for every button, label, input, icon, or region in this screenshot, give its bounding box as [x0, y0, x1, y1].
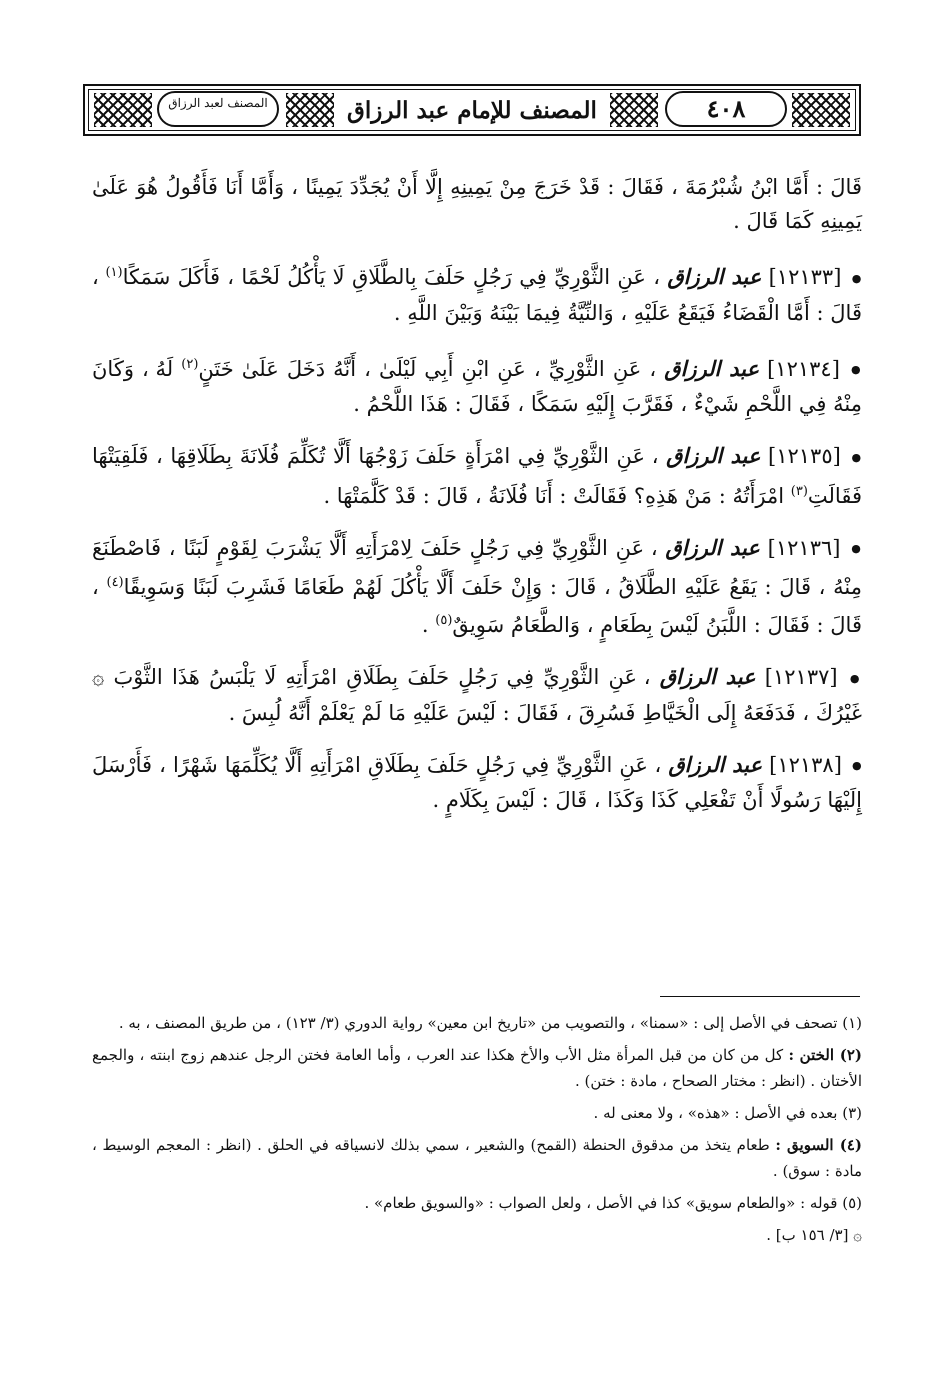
running-title: المصنف للإمام عبد الرزاق — [335, 92, 609, 130]
author-name: عبد الرزاق — [668, 751, 763, 777]
footnote-text: (٣) بعده في الأصل : «هذه» ، ولا معنى له . — [593, 1104, 862, 1122]
entry-text: لَهُ ، وَكَانَ مِنْهُ فِي اللَّحْمِ شَيْءٌ ، فَقَرَّبَ إِلَيْهِ سَمَكًا ، فَقَالَ : هَذَا اللَّحْمُ . — [92, 356, 862, 416]
footnote-text: كل من كان من قبل المرأة مثل الأب والأخ هكذا عند العرب ، وأما العامة فختن الرجل عندهم زوج ابنته ، والجمع الأختان . (انظر : مختار الصحاح ، مادة : ختن) . — [92, 1046, 862, 1090]
paragraph-text: قَالَ : أَمَّا ابْنُ شُبْرُمَةَ ، فَقَالَ : قَدْ خَرَجَ مِنْ يَمِينِهِ إِلَّا أَنْ يُجَدِّدَ يَمِينًا ، وَأَمَّا أَنَا فَأَقُولُ هُوَ عَلَىٰ يَمِينِهِ كَمَا قَالَ . — [92, 175, 862, 233]
footnote — [92, 1190, 862, 1216]
manuscript-reference — [92, 1222, 862, 1248]
author-name: عبد الرزاق — [664, 355, 759, 381]
book-seal: المصنف لعبد الرزاق — [157, 91, 279, 127]
hadith-entry — [92, 348, 862, 422]
footnote-term: (٤) السويق : — [775, 1136, 862, 1154]
bullet-icon: ● — [851, 271, 862, 285]
entry-text: ، عَنِ الثَّوْرِيِّ فِي امْرَأَةٍ حَلَفَ زَوْجُهَا أَلَّا تُكَلِّمَ فُلَانَةَ بِطَلَاقِهَا ، فَلَقِيَتْهَا فَقَالَتِ — [92, 444, 862, 508]
ornament-pattern — [792, 93, 850, 127]
hadith-entry — [92, 660, 862, 730]
hadith-entry — [92, 256, 862, 330]
footnotes — [92, 1010, 862, 1254]
footnote-ref[interactable]: (٤) — [106, 575, 124, 590]
hadith-entry — [92, 531, 862, 643]
hadith-entry — [92, 439, 862, 513]
entry-text: . — [421, 613, 429, 637]
entry-text: ، عَنِ الثَّوْرِيِّ فِي رَجُلٍ حَلَفَ لِامْرَأَتِهِ أَلَّا يَشْرَبَ لِقَوْمٍ لَبَنًا ، فَاصْطَنَعَ مِنْهُ ، قَالَ : يَقَعُ عَلَيْهِ الطَّلَاقُ ، قَالَ : وَإِنْ حَلَفَ أَلَّا يَأْكُلَ لَهُمْ طَعَامًا فَشَرِبَ لَبَنًا وَسَوِيقًا — [92, 535, 862, 599]
bullet-icon: ● — [851, 542, 863, 555]
bullet-icon: ● — [851, 759, 862, 772]
footnote-ref[interactable]: (١) — [105, 265, 123, 280]
footnote — [92, 1010, 862, 1036]
entry-number: [١٢١٣٨] — [769, 752, 842, 777]
author-name: عبد الرزاق — [666, 443, 761, 468]
footnote-ref[interactable]: (٣) — [790, 483, 808, 499]
bullet-icon: ● — [849, 671, 862, 685]
footnote-text: ۞ [٣/ ١٥٦ ب] . — [766, 1226, 862, 1244]
ornament-pattern — [286, 93, 334, 127]
footnote-divider — [660, 996, 860, 997]
footnote-ref[interactable]: (٥) — [435, 613, 453, 628]
entry-text: ، قَالَ : فَقَالَ : اللَّبَنُ لَيْسَ بِطَعَامٍ ، وَالطَّعَامُ سَوِيقٌ — [92, 575, 862, 637]
entry-number: [١٢١٣٧] — [764, 665, 838, 689]
entry-text: ، قَالَ : أَمَّا الْقَضَاءُ فَيَقَعُ عَلَيْهِ ، وَالنِّيَّةُ فِيمَا بَيْنَهُ وَبَيْنَ اللَّهِ . — [92, 265, 862, 325]
ornament-pattern — [94, 93, 152, 127]
author-name: عبد الرزاق — [667, 264, 762, 289]
entry-number: [١٢١٣٤] — [767, 356, 840, 381]
footnote-text: (٥) قوله : «والطعام سويق» كذا في الأصل ، ولعل الصواب : «والسويق طعام» . — [364, 1194, 862, 1212]
paragraph-continuation — [92, 170, 862, 238]
entry-text: ، عَنِ الثَّوْرِيِّ فِي رَجُلٍ حَلَفَ بِطَلَاقِ امْرَأَتِهِ لَا يَلْبَسُ هَذَا الثَّوْبَ ۞ غَيْرُكَ ، فَدَفَعَهُ إِلَى الْخَيَّاطِ فَسُرِقَ ، فَقَالَ : لَيْسَ عَلَيْهِ مَا لَمْ يَعْلَمْ أَنَّهُ لُبِسَ . — [92, 665, 862, 725]
entry-text: ، عَنِ الثَّوْرِيِّ فِي رَجُلٍ حَلَفَ بِطَلَاقِ امْرَأَتِهِ أَلَّا يُكَلِّمَهَا شَهْرًا ، فَأَرْسَلَ إِلَيْهَا رَسُولًا أَنْ تَفْعَلِي كَذَا وَكَذَا ، قَالَ : لَيْسَ بِكَلَامٍ . — [92, 752, 862, 812]
entry-number: [١٢١٣٣] — [768, 265, 842, 289]
page-header — [83, 84, 861, 136]
page-number: ٤٠٨ — [665, 91, 787, 127]
footnote-text: (١) تصحف في الأصل إلى : «سمنا» ، والتصويب من «تاريخ ابن معين» رواية الدوري (٣/ ١٢٣) ، من طريق المصنف ، به . — [118, 1014, 862, 1032]
entry-text: ، عَنِ الثَّوْرِيِّ فِي رَجُلٍ حَلَفَ بِالطَّلَاقِ لَا يَأْكُلُ لَحْمًا ، فَأَكَلَ سَمَكًا — [122, 265, 661, 289]
author-name: عبد الرزاق — [659, 664, 756, 689]
footnote-ref[interactable]: (٢) — [181, 356, 199, 372]
entry-text: امْرَأَتُهُ : مَنْ هَذِهِ؟ فَقَالَتْ : أَنَا فُلَانَةُ ، قَالَ : قَدْ كَلَّمَتْهَا . — [323, 483, 785, 508]
ornament-pattern — [610, 93, 658, 127]
footnote — [92, 1132, 862, 1184]
footnote-text: طعام يتخذ من مدقوق الحنطة (القمح) والشعير ، سمي بذلك لانسياقه في الحلق . (انظر : المعجم الوسيط ، مادة : سوق) . — [92, 1136, 862, 1180]
entry-text: ، عَنِ الثَّوْرِيِّ ، عَنِ ابْنِ أَبِي لَيْلَىٰ ، أَنَّهُ دَخَلَ عَلَىٰ خَتَنٍ — [198, 356, 657, 381]
entry-number: [١٢١٣٦] — [767, 535, 841, 560]
footnote-term: (٢) الختن : — [788, 1046, 862, 1064]
main-text — [92, 170, 862, 817]
bullet-icon: ● — [851, 363, 863, 376]
hadith-entry — [92, 748, 862, 818]
entry-number: [١٢١٣٥] — [768, 444, 841, 468]
footnote — [92, 1100, 862, 1126]
footnote — [92, 1042, 862, 1094]
bullet-icon: ● — [851, 450, 862, 464]
author-name: عبد الرزاق — [665, 534, 760, 560]
